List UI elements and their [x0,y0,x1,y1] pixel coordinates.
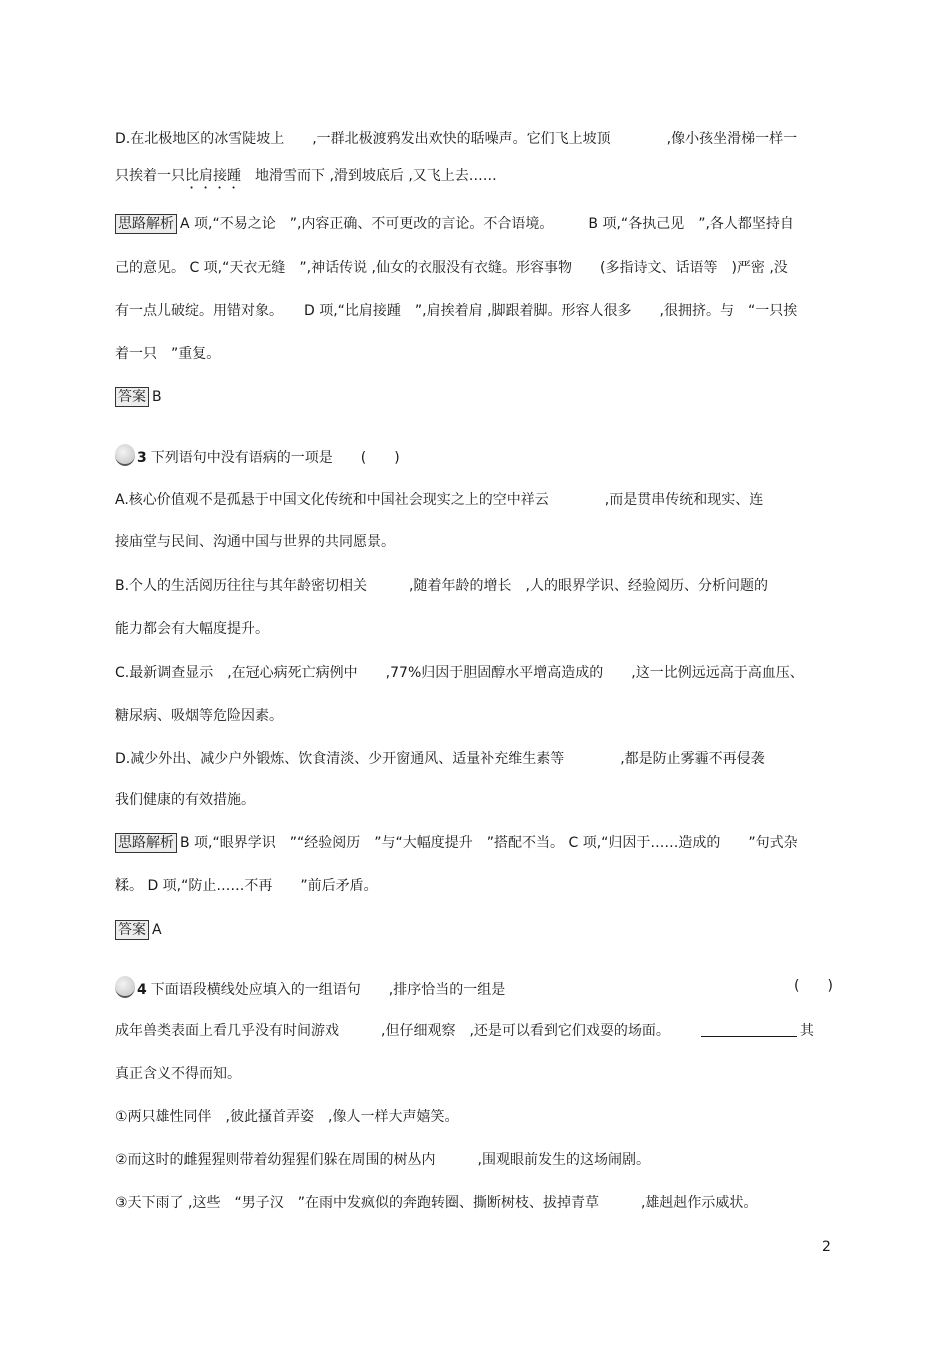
q3-option-b-line1: B.个人的生活阅历往往与其年龄密切相关 ,随着年龄的增长 ,人的眼界学识、经验阅历、分析问题的 [115,578,768,594]
q4-passage-line1-pre: 成年兽类表面上看几乎没有时间游戏 ,但仔细观察 ,还是可以看到它们戏耍的场面。 [115,1023,691,1039]
q3-option-d-line2: 我们健康的有效措施。 [115,792,255,808]
q2-analysis-line3: 有一点儿破绽。用错对象。 D 项,“比肩接踵 ”,肩挨着肩 ,脚跟着脚。形容人很多 ,很拥挤。与 “一只挨 [115,303,798,319]
q2-analysis-line2: 己的意见。 C 项,“天衣无缝 ”,神话传说 ,仙女的衣服没有衣缝。形容事物 (多指诗文、话语等 )严密 ,没 [115,260,788,276]
q4-item-1: ①两只雄性同伴 ,彼此搔首弄姿 ,像人一样大声嬉笑。 [115,1109,459,1125]
q2-option-d-line2 [115,166,497,192]
q2-answer-value: B [152,389,162,405]
q4-stem [115,976,505,1000]
q3-answer [115,920,162,940]
question-bullet-icon [115,444,135,466]
answer-tag: 答案 [115,387,149,407]
q4-passage-line1-post: 其 [799,1023,814,1039]
q3-stem-text: 下列语句中没有语病的一项是 ( ) [150,450,400,466]
q3-option-c-line2: 糖尿病、吸烟等危险因素。 [115,708,283,724]
q3-answer-value: A [152,922,162,938]
q3-stem [115,444,400,468]
q4-answer-paren: ( ) [794,978,833,994]
q3-option-c-line1: C.最新调查显示 ,在冠心病死亡病例中 ,77%归因于胆固醇水平增高造成的 ,这一比例远远高于高血压、 [115,665,804,681]
fill-in-blank [701,1020,797,1037]
q4-item-2: ②而这时的雌猩猩则带着幼猩猩们躲在周围的树丛内 ,围观眼前发生的这场闹剧。 [115,1152,650,1168]
page-number: 2 [822,1239,831,1255]
q4-passage-line1 [115,1020,814,1041]
q4-passage-line2: 真正含义不得而知。 [115,1066,241,1082]
q4-stem-text: 下面语段横线处应填入的一组语句 ,排序恰当的一组是 [150,982,506,998]
q4-number: 4 [137,982,147,998]
q2-answer [115,387,162,407]
q2-analysis-line4: 着一只 ”重复。 [115,346,221,362]
analysis-tag: 思路解析 [115,214,177,234]
q3-analysis-line2: 糅。 D 项,“防止……不再 ”前后矛盾。 [115,878,378,894]
q3-number: 3 [137,450,147,466]
q3-option-a-line2: 接庙堂与民间、沟通中国与世界的共同愿景。 [115,534,395,550]
q3-option-d-line1: D.减少外出、减少户外锻炼、饮食清淡、少开窗通风、适量补充维生素等 ,都是防止雾霾不再侵袭 [115,751,765,767]
q3-analysis-line1 [115,833,798,853]
q2-option-d-line2-pre: 只挨着一只 [115,168,185,184]
q2-option-d-line2-post: 地滑雪而下 ,滑到坡底后 ,又飞上去…… [241,168,497,184]
q3-analysis-text1: B 项,“眼界学识 ”“经验阅历 ”与“大幅度提升 ”搭配不当。 C 项,“归因于……造成的 ”句式杂 [180,835,798,851]
q2-analysis-line1 [115,214,794,234]
emphasized-idiom: 比肩接踵 [185,168,241,184]
answer-tag: 答案 [115,920,149,940]
analysis-tag: 思路解析 [115,833,177,853]
q4-item-3: ③天下雨了 ,这些 “男子汉 ”在雨中发疯似的奔跑转圈、撕断树枝、拔掉青草 ,雄赳赳作示威状。 [115,1195,758,1211]
q3-option-a-line1: A.核心价值观不是孤悬于中国文化传统和中国社会现实之上的空中祥云 ,而是贯串传统和现实、连 [115,492,764,508]
q2-option-d-line1: D.在北极地区的冰雪陡坡上 ,一群北极渡鸦发出欢快的聒噪声。它们飞上坡顶 ,像小孩坐滑梯一样一 [115,131,798,147]
question-bullet-icon [115,976,135,998]
q3-option-b-line2: 能力都会有大幅度提升。 [115,621,269,637]
q2-analysis-text1: A 项,“不易之论 ”,内容正确、不可更改的言论。不合语境。 B 项,“各执己见 ”,各人都坚持自 [180,216,794,232]
